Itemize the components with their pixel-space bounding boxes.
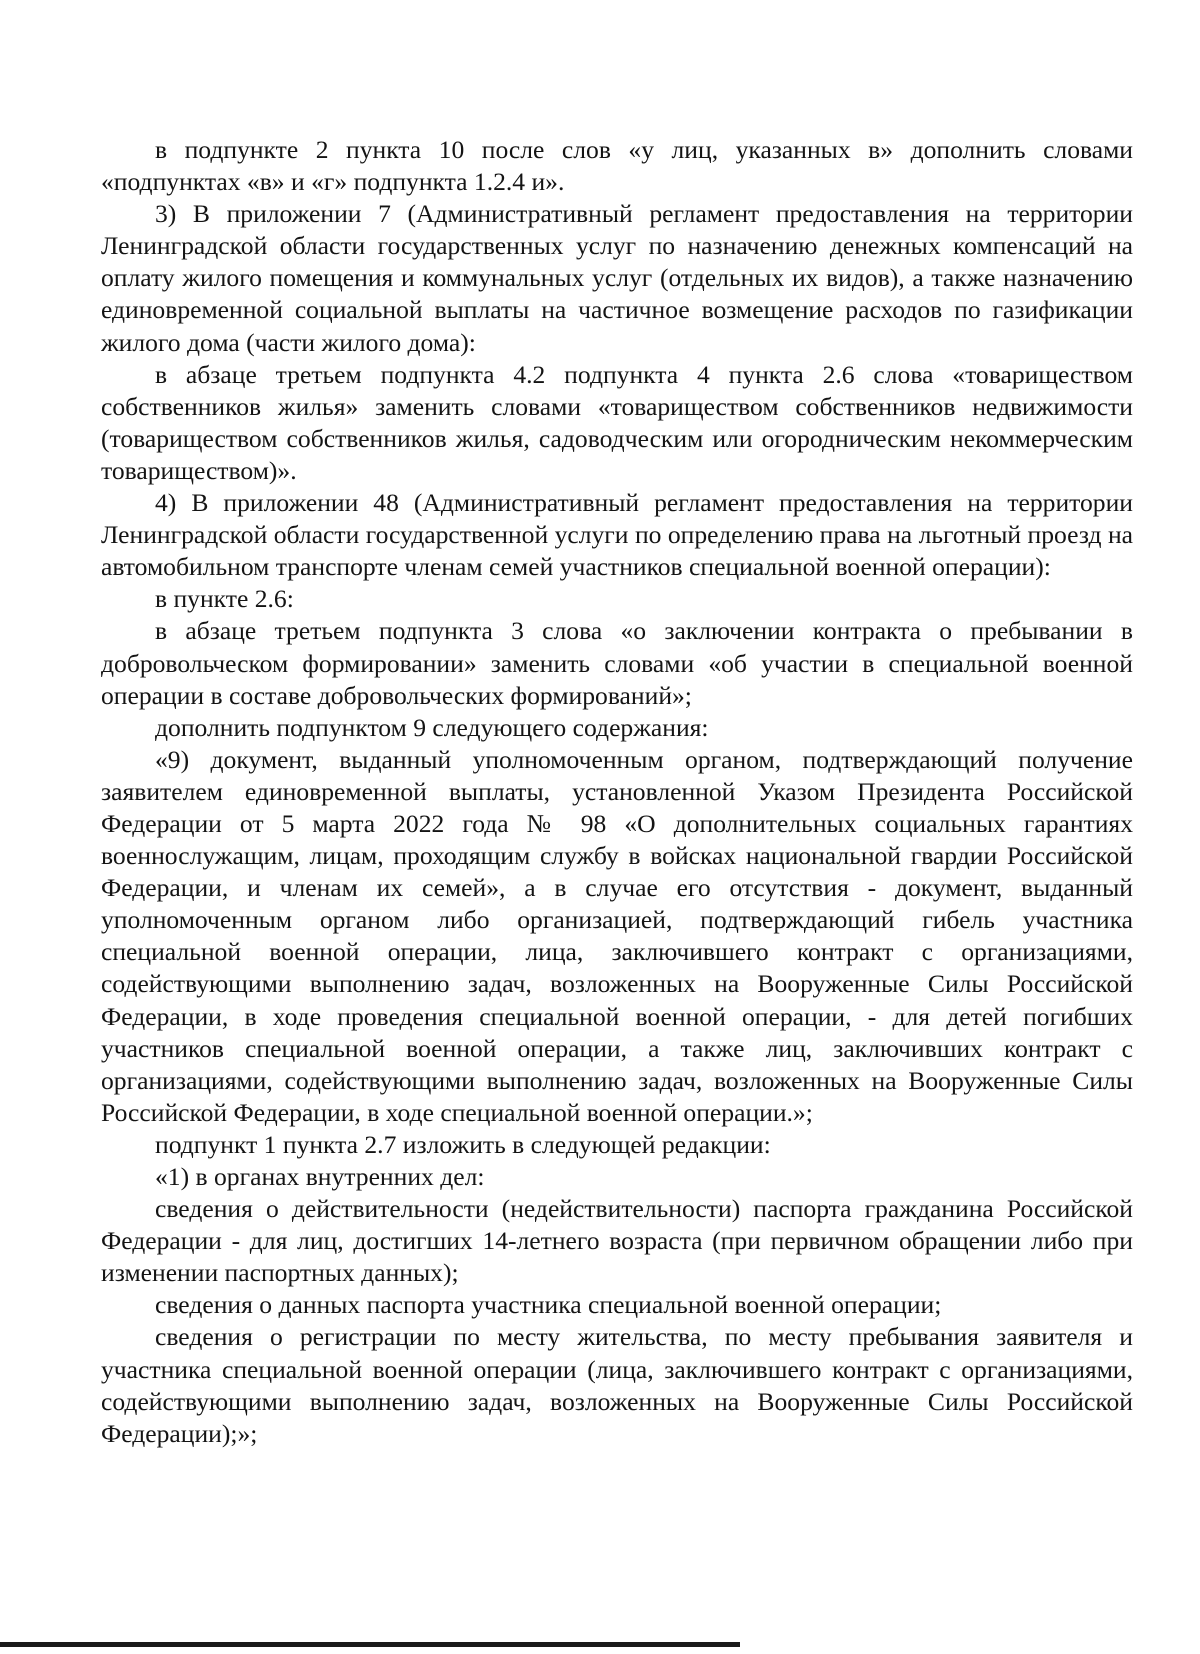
paragraph: сведения о действительности (недействительности) паспорта гражданина Российской Федерации - для лиц, достигших 14-летнего возраста (при первичном обращении либо при изменении паспортных данных);: [101, 1194, 1133, 1288]
paragraph: сведения о данных паспорта участника специальной военной операции;: [155, 1290, 942, 1320]
paragraph: 3) В приложении 7 (Административный регламент предоставления на территории Ленинградской области государственных услуг по назначению денежных компенсаций на оплату жилого помещения и коммунальных услуг (отдельных их видов), а также назначению единовременной социальной выплаты на частичное возмещение расходов по газификации жилого дома (части жилого дома):: [101, 199, 1133, 357]
paragraph: в абзаце третьем подпункта 3 слова «о заключении контракта о пребывании в добровольческом формировании» заменить словами «об участии в специальной военной операции в составе добровольческих формирований»;: [101, 616, 1133, 710]
paragraph: «1) в органах внутренних дел:: [155, 1162, 485, 1191]
paragraph: «9) документ, выданный уполномоченным органом, подтверждающий получение заявителем единовременной выплаты, установленной Указом Президента Российской Федерации от 5 марта 2022 года № 98 «О дополнительных социальных гарантиях военнослужащим, лицам, проходящим службу в войсках национальной гвардии Российской Федерации, и членам их семей», а в случае его отсутствия - документ, выданный уполномоченным органом либо организацией, подтверждающий гибель участника специальной военной операции, лица, заключившего контракт с организациями, содействующими выполнению задач, возложенных на Вооруженные Силы Российской Федерации, в ходе проведения специальной военной операции, - для детей погибших участников специальной военной операции, а также лиц, заключивших контракт с организациями, содействующими выполнению задач, возложенных на Вооруженные Силы Российской Федерации, в ходе специальной военной операции.»;: [101, 744, 1133, 1127]
paragraph: в подпункте 2 пункта 10 после слов «у лиц, указанных в» дополнить словами «подпунктах «в» и «г» подпункта 1.2.4 и».: [101, 135, 1133, 197]
paragraph: в абзаце третьем подпункта 4.2 подпункта 4 пункта 2.6 слова «товариществом собственников жилья» заменить словами «товариществом собственников недвижимости (товариществом собственников жилья, садоводческим или огородническим некоммерческим товариществом)».: [101, 359, 1133, 485]
paragraph: в пункте 2.6:: [155, 584, 294, 614]
document-body: [101, 134, 1133, 1450]
paragraph: сведения о регистрации по месту жительства, по месту пребывания заявителя и участника специальной военной операции (лица, заключившего контракт с организациями, содействующими выполнению задач, возложенных на Вооруженные Силы Российской Федерации);»;: [101, 1322, 1133, 1448]
paragraph: дополнить подпунктом 9 следующего содержания:: [155, 712, 709, 742]
paragraph: 4) В приложении 48 (Административный регламент предоставления на территории Ленинградской области государственной услуги по определению права на льготный проезд на автомобильном транспорте членам семей участников специальной военной операции):: [101, 488, 1133, 582]
paragraph: подпункт 1 пункта 2.7 изложить в следующей редакции:: [155, 1129, 771, 1159]
scan-edge-line: [0, 1642, 740, 1647]
